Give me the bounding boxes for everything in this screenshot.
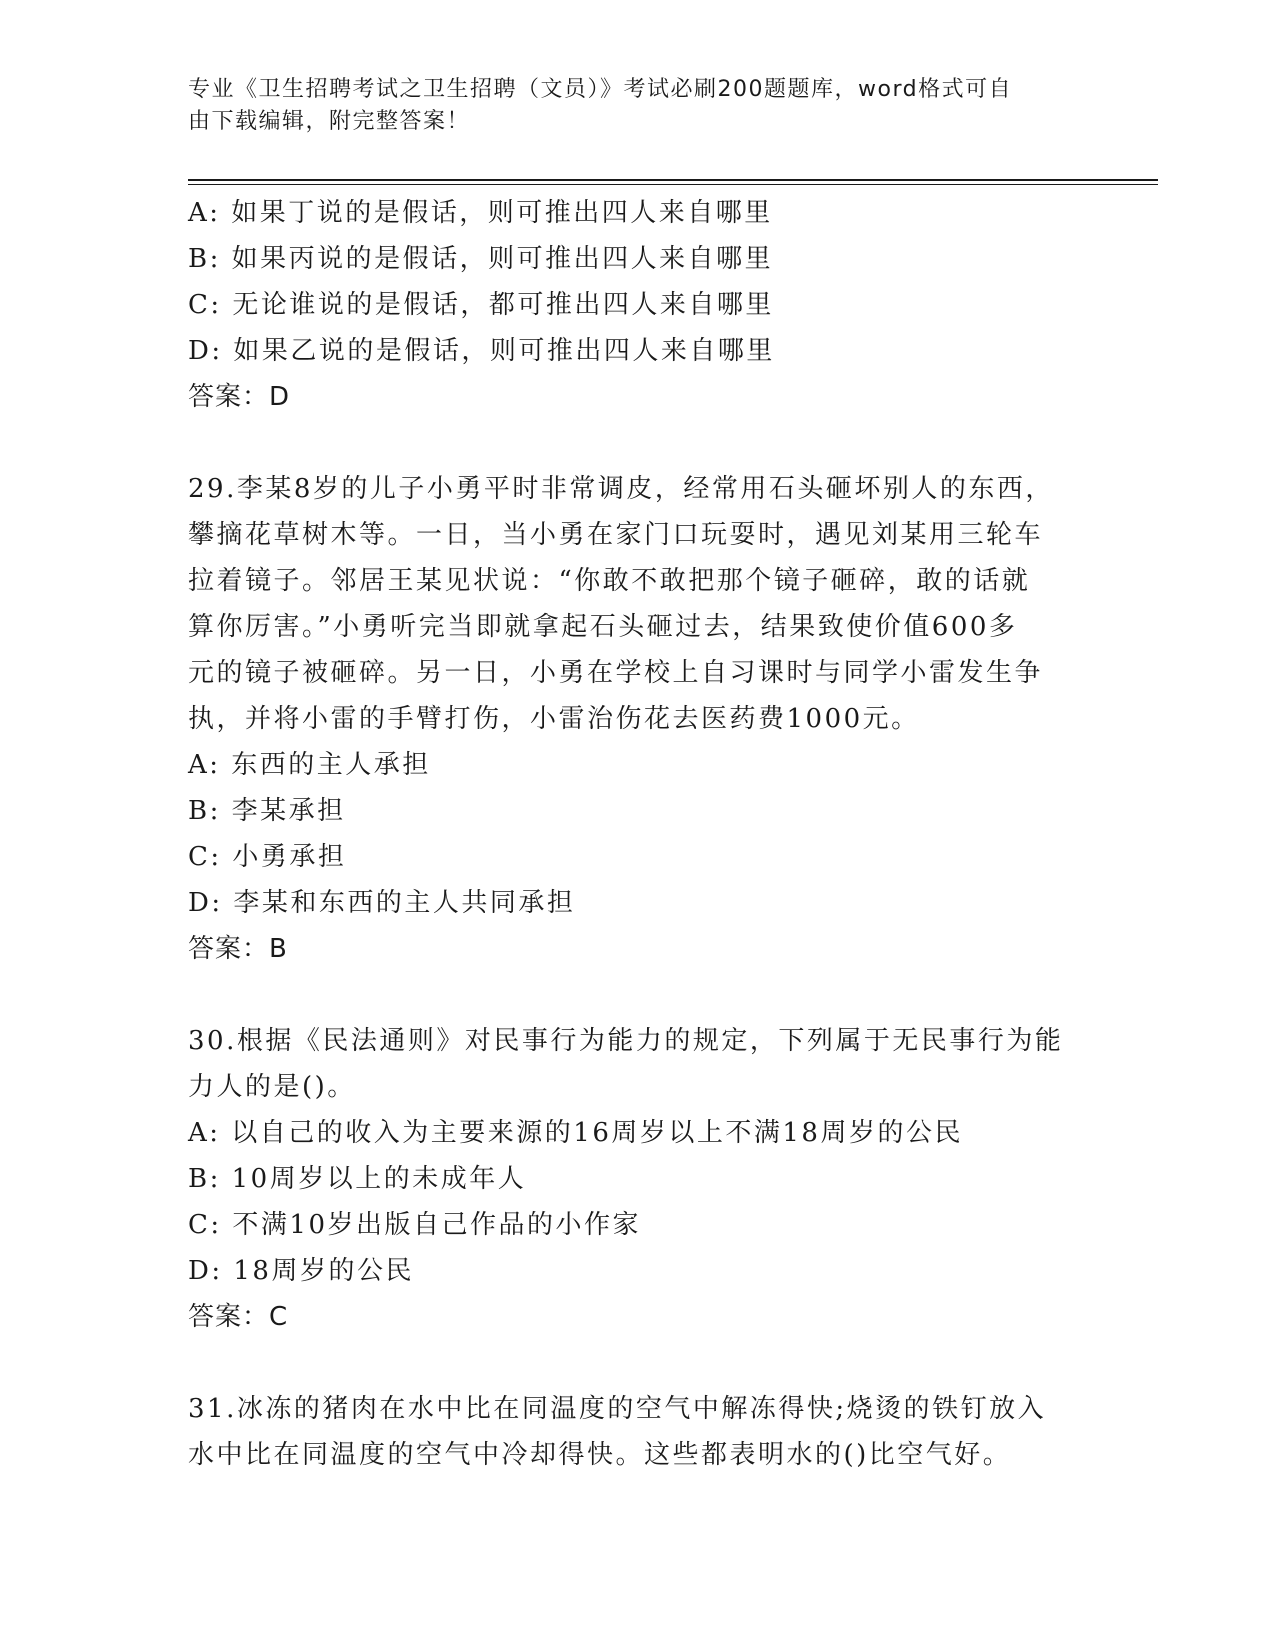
option-d: D: 18周岁的公民 [188,1256,414,1286]
option-a: A: 以自己的收入为主要来源的16周岁以上不满18周岁的公民 [188,1118,963,1148]
answer: 答案：C [188,1302,289,1332]
option-c: C: 小勇承担 [188,842,347,872]
spacer [188,972,1088,1018]
question-stem-line: 算你厉害。”小勇听完当即就拿起石头砸过去，结果致使价值600多 [188,612,1018,642]
question-stem-line: 29.李某8岁的儿子小勇平时非常调皮，经常用石头砸坏别人的东西， [188,474,1054,504]
answer: 答案：B [188,934,288,964]
spacer [188,1340,1088,1386]
question-31 [188,1386,1088,1478]
option-c: C: 无论谁说的是假话，都可推出四人来自哪里 [188,290,774,320]
question-stem-line: 31.冰冻的猪肉在水中比在同温度的空气中解冻得快;烧烫的铁钉放入 [188,1394,1047,1424]
option-c: C: 不满10岁出版自己作品的小作家 [188,1210,642,1240]
question-30 [188,1018,1088,1340]
question-28 [188,190,1088,420]
option-a: A: 东西的主人承担 [188,750,431,780]
header-rule-thin [188,184,1158,185]
answer: 答案：D [188,382,291,412]
question-stem-line: 30.根据《民法通则》对民事行为能力的规定，下列属于无民事行为能 [188,1026,1064,1056]
question-29 [188,466,1088,972]
spacer [188,420,1088,466]
option-d: D: 如果乙说的是假话，则可推出四人来自哪里 [188,336,775,366]
question-stem-line: 执，并将小雷的手臂打伤，小雷治伤花去医药费1000元。 [188,704,920,734]
header-title-line-2: 由下载编辑，附完整答案！ [188,109,471,134]
header-rule-thick [188,179,1158,181]
question-stem-line: 拉着镜子。邻居王某见状说：“你敢不敢把那个镜子砸碎，敢的话就 [188,566,1031,596]
option-b: B: 李某承担 [188,796,346,826]
question-stem-line: 攀摘花草树木等。一日，当小勇在家门口玩耍时，遇见刘某用三轮车 [188,520,1044,550]
question-stem-line: 元的镜子被砸碎。另一日，小勇在学校上自习课时与同学小雷发生争 [188,658,1044,688]
option-b: B: 如果丙说的是假话，则可推出四人来自哪里 [188,244,774,274]
option-d: D: 李某和东西的主人共同承担 [188,888,576,918]
document-header [188,74,1078,138]
header-title-line-1: 专业《卫生招聘考试之卫生招聘（文员）》考试必刷200题题库，word格式可自 [188,77,1013,102]
option-b: B: 10周岁以上的未成年人 [188,1164,527,1194]
document-body [188,190,1088,1478]
option-a: A: 如果丁说的是假话，则可推出四人来自哪里 [188,198,773,228]
question-stem-line: 水中比在同温度的空气中冷却得快。这些都表明水的()比空气好。 [188,1440,1012,1470]
question-stem-line: 力人的是()。 [188,1072,356,1102]
